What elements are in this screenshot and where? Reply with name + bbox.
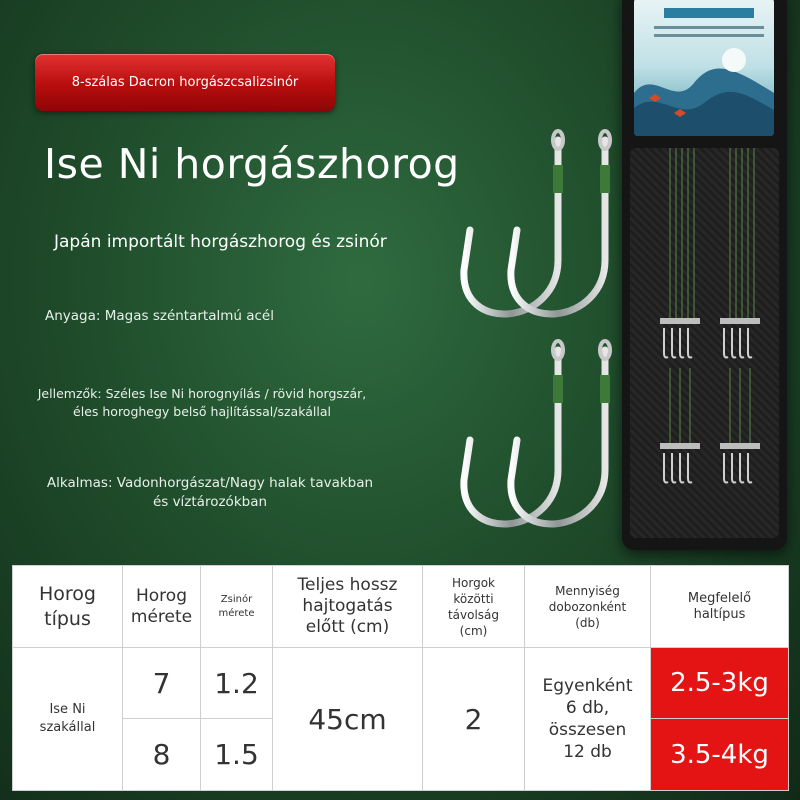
table-header-row [13,566,789,648]
fishing-hooks-image [440,120,640,544]
suitable-line-2: és víztározókban [152,494,268,510]
cell-size-2: 8 [123,719,201,791]
cell-fish-1: 2.5-3kg [651,648,789,719]
cell-length: 45cm [273,648,423,791]
features-text [24,385,380,421]
cell-line-2: 1.5 [201,719,273,791]
header-fish-type: Megfelelő haltípus [651,566,789,648]
cell-fish-2: 3.5-4kg [651,719,789,791]
features-line-1: Jellemzők: Széles Ise Ni horognyílás / rövid horgszár, [37,386,367,401]
header-quantity: Mennyiség dobozonként (db) [525,566,651,648]
header-hook-distance: Horgok közötti távolság (cm) [423,566,525,648]
product-box-image [622,0,787,550]
product-subtitle: Japán importált horgászhorog és zsinór [54,232,387,252]
cell-distance: 2 [423,648,525,791]
suitable-line-1: Alkalmas: Vadonhorgászat/Nagy halak tavakban [46,475,374,491]
table-row [13,648,789,719]
header-line-size: Zsinór mérete [201,566,273,648]
header-hook-size: Horog mérete [123,566,201,648]
box-label-image [634,0,774,136]
cell-quantity: Egyenként 6 db, összesen 12 db [525,648,651,791]
features-line-2: éles horoghegy belső hajlítással/szakállal [73,404,331,419]
material-text: Anyaga: Magas széntartalmú acél [45,308,274,324]
suitable-text [20,474,400,512]
product-title: Ise Ni horgászhorog [44,140,460,188]
cell-hook-type: Ise Ni szakállal [13,648,123,791]
cell-line-1: 1.2 [201,648,273,719]
spec-table [12,565,789,791]
header-hook-type: Horog típus [13,566,123,648]
box-hook-tray [630,148,779,538]
header-total-length: Teljes hossz hajtogatás előtt (cm) [273,566,423,648]
cell-size-1: 7 [123,648,201,719]
product-tag-badge: 8-szálas Dacron horgászcsalizsinór [35,54,335,111]
